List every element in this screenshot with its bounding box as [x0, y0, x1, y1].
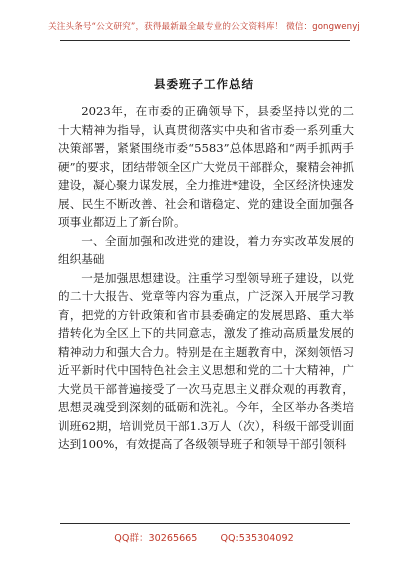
- footer-qq-number: QQ:535304092: [220, 533, 294, 544]
- footer-contact: [0, 530, 408, 544]
- document-title: 县委班子工作总结: [154, 77, 254, 91]
- footer-qq-group: QQ群：30265665: [114, 533, 198, 544]
- header-banner: 关注头条号“公文研究”，获得最新最全最专业的公文资料库！ 微信：gongwenyj: [48, 22, 360, 32]
- footer-divider: [60, 523, 350, 524]
- paragraph-thought-building: 一是加强思想建设。注重学习型领导班子建设，以党的二十大报告、党章等内容为重点，广泛深入开展学习教育，把党的方针政策和省市县委确定的发展思路、重大举措转化为全区上下的共同意志，激发了推动高质量发展的精神动力和强大合力。特别是在主题教育中，深刻领悟习近平新时代中国特色社会主义思想和党的二十大精神，广大党员干部普遍接受了一次马克思主义群众观的再教育，思想灵魂受到深刻的砥砺和洗礼。今年，全区举办各类培训班62期，培训党员干部1.3万人（次），科级干部受训面达到100%，有效提高了各级领导班子和领导干部引领科: [58, 270, 354, 451]
- paragraph-intro: 2023年，在市委的正确领导下，县委坚持以党的二十大精神为指导，认真贯彻落实中央和省市委一系列重大决策部署，紧紧围绕市委“5583”总体思路和“两手抓两手硬”的要求，团结带领全区广大党员干部群众，聚精会神抓建设，凝心聚力谋发展，全力推进*建设，全区经济快速发展、民生不断改善、社会和谐稳定、党的建设全面加强各项事业都迈上了新台阶。: [58, 104, 354, 229]
- header-divider: [60, 40, 350, 41]
- document-body: [58, 102, 354, 454]
- section-heading: 一、全面加强和改进党的建设，着力夯实改革发展的组织基础: [58, 233, 354, 266]
